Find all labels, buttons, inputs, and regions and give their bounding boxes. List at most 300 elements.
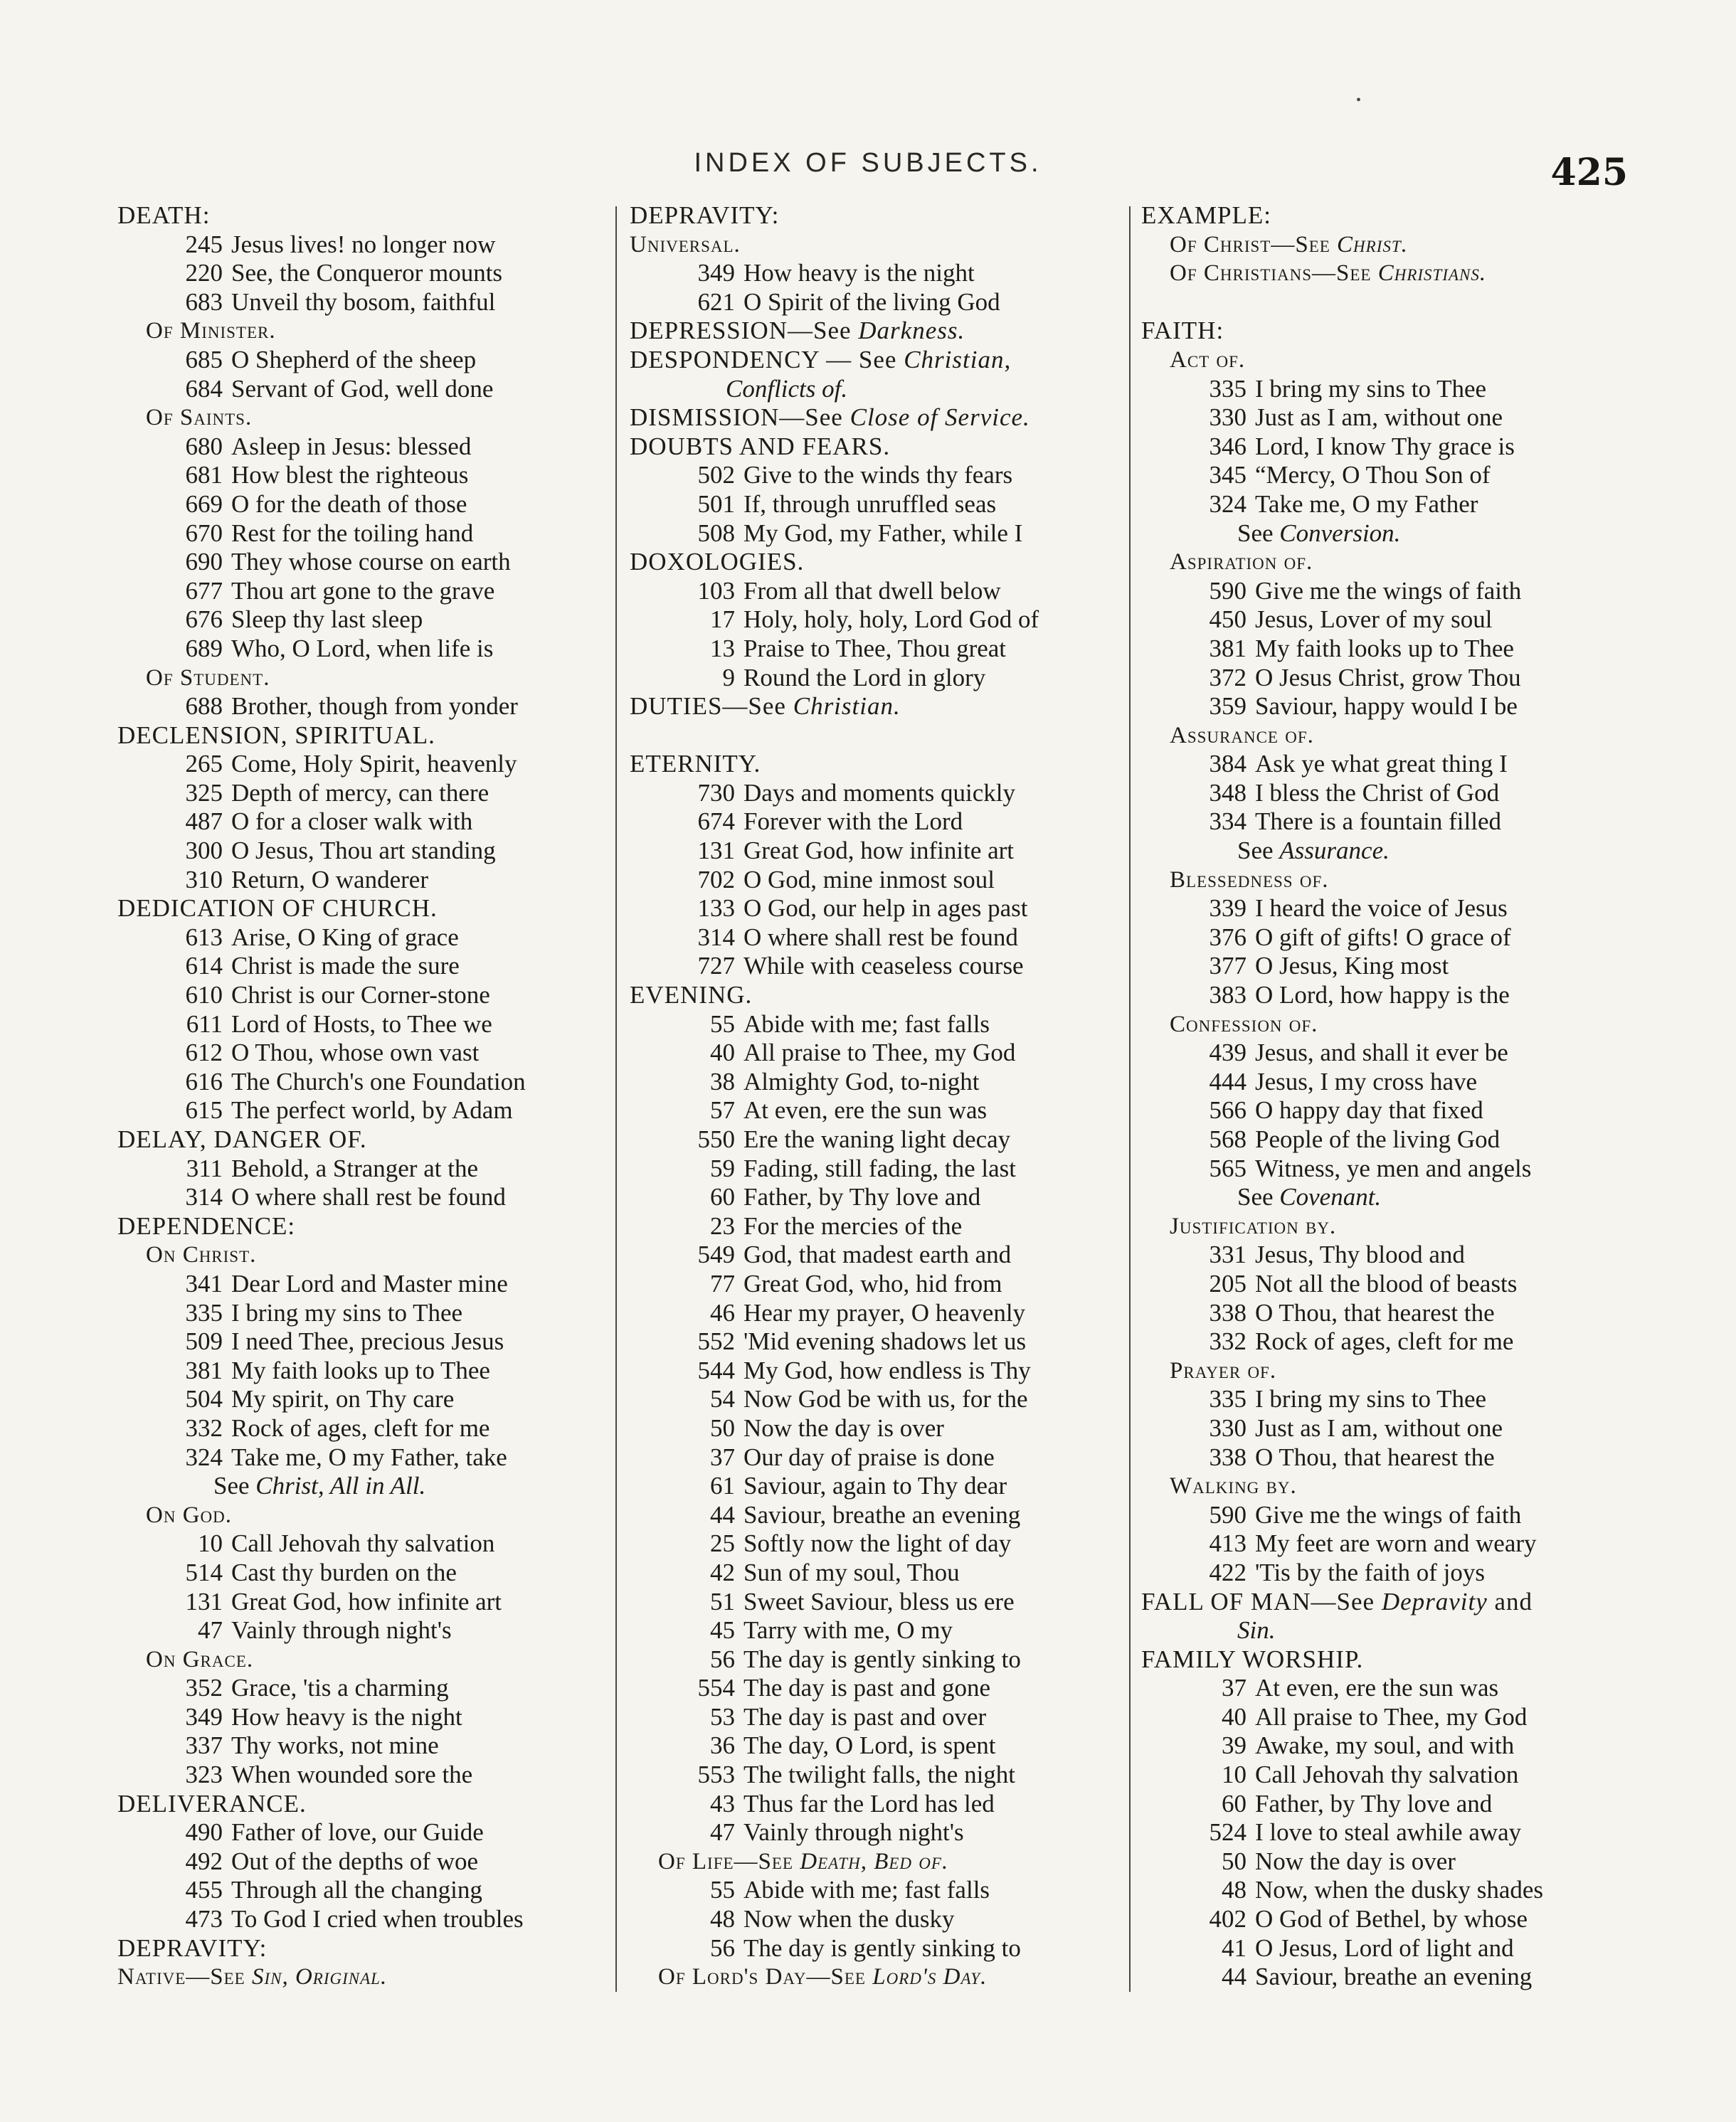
- subheading: [1141, 1212, 1639, 1241]
- hymn-first-line: Vainly through night's: [743, 1818, 964, 1847]
- hymn-entry: [630, 1876, 1121, 1905]
- hymn-entry: [1141, 1299, 1639, 1328]
- hymn-first-line: From all that dwell below: [743, 576, 1001, 605]
- hymn-number: 47: [198, 1616, 223, 1645]
- subject-heading: [1141, 1645, 1639, 1675]
- subheading: [630, 1963, 1121, 1992]
- hymn-number: 681: [185, 461, 223, 489]
- hymn-entry: [1141, 1818, 1639, 1847]
- hymn-first-line: Great God, how infinite art: [743, 837, 1015, 865]
- hymn-entry: [117, 923, 608, 953]
- hymn-first-line: Just as I am, without one: [1255, 1413, 1503, 1442]
- entry-text: and: [1487, 1587, 1533, 1616]
- running-head: INDEX OF SUBJECTS.: [694, 148, 1042, 178]
- hymn-entry: [117, 259, 608, 288]
- hymn-entry: [630, 1529, 1121, 1559]
- hymn-entry: [1141, 403, 1639, 433]
- hymn-first-line: My faith looks up to Thee: [1255, 634, 1514, 662]
- hymn-first-line: Come, Holy Spirit, heavenly: [231, 750, 517, 778]
- subheading: [1141, 1472, 1639, 1501]
- subject-heading: [117, 1790, 608, 1819]
- hymn-entry: [630, 1270, 1121, 1299]
- hymn-first-line: O happy day that fixed: [1255, 1096, 1483, 1125]
- hymn-first-line: I need Thee, precious Jesus: [231, 1327, 504, 1356]
- hymn-number: 439: [1209, 1039, 1247, 1067]
- hymn-number: 335: [1209, 374, 1247, 403]
- subject-heading: [1141, 317, 1639, 346]
- hymn-entry: [117, 1761, 608, 1790]
- hymn-number: 13: [710, 634, 735, 662]
- hymn-first-line: I bless the Christ of God: [1255, 778, 1500, 807]
- hymn-entry: [630, 519, 1121, 548]
- hymn-entry: [630, 807, 1121, 837]
- subject-heading: [630, 692, 1121, 721]
- hymn-number: 265: [185, 750, 223, 778]
- hymn-number: 670: [185, 519, 223, 547]
- hymn-first-line: Days and moments quickly: [743, 778, 1016, 807]
- hymn-first-line: Give me the wings of faith: [1255, 1500, 1522, 1529]
- see-reference: Covenant.: [1279, 1183, 1382, 1211]
- hymn-entry: [1141, 1934, 1639, 1963]
- hymn-entry: [1141, 605, 1639, 635]
- subheading: [630, 1847, 1121, 1877]
- hymn-number: 402: [1209, 1905, 1247, 1933]
- hymn-first-line: Jesus, Thy blood and: [1255, 1241, 1465, 1269]
- spacer: [1141, 288, 1639, 317]
- hymn-entry: [630, 1934, 1121, 1963]
- entry-text: Prayer of.: [1170, 1357, 1277, 1384]
- hymn-number: 59: [710, 1154, 735, 1182]
- hymn-entry: [1141, 894, 1639, 923]
- hymn-entry: [117, 1443, 608, 1473]
- hymn-first-line: Grace, 'tis a charming: [231, 1674, 449, 1702]
- entry-text: DEPRESSION—See: [630, 317, 859, 345]
- hymn-first-line: I bring my sins to Thee: [231, 1298, 463, 1327]
- hymn-number: 56: [710, 1645, 735, 1673]
- hymn-first-line: Christ is made the sure: [231, 952, 460, 980]
- entry-text: DECLENSION, SPIRITUAL.: [117, 721, 435, 749]
- hymn-entry: [630, 1674, 1121, 1703]
- subject-heading: [117, 1934, 608, 1963]
- hymn-number: 37: [710, 1443, 735, 1471]
- entry-text: See: [1237, 519, 1280, 547]
- hymn-number: 54: [710, 1385, 735, 1413]
- hymn-entry: [1141, 461, 1639, 490]
- subheading: [630, 230, 1121, 260]
- hymn-first-line: O God, our help in ages past: [743, 894, 1028, 923]
- hymn-number: 566: [1209, 1096, 1247, 1125]
- hymn-first-line: Praise to Thee, Thou great: [743, 634, 1007, 662]
- hymn-number: 46: [710, 1298, 735, 1327]
- hymn-number: 334: [1209, 807, 1247, 836]
- subject-heading: [630, 433, 1121, 462]
- hymn-first-line: Lord, I know Thy grace is: [1255, 432, 1515, 460]
- hymn-entry: [630, 1443, 1121, 1473]
- hymn-first-line: Dear Lord and Master mine: [231, 1269, 508, 1298]
- hymn-entry: [1141, 1414, 1639, 1443]
- hymn-number: 553: [697, 1761, 735, 1789]
- hymn-first-line: Not all the blood of beasts: [1255, 1269, 1518, 1298]
- hymn-first-line: Ask ye what great thing I: [1255, 750, 1508, 778]
- hymn-entry: [117, 433, 608, 462]
- hymn-first-line: Tarry with me, O my: [743, 1616, 953, 1645]
- entry-text: DEATH:: [117, 201, 211, 229]
- subheading: [1141, 346, 1639, 375]
- hymn-entry: [117, 230, 608, 260]
- hymn-entry: [117, 548, 608, 577]
- hymn-entry: [630, 1125, 1121, 1155]
- entry-text: DEPENDENCE:: [117, 1211, 296, 1240]
- hymn-number: 613: [185, 923, 223, 951]
- subheading: [1141, 230, 1639, 260]
- subheading: [117, 1241, 608, 1270]
- hymn-first-line: Take me, O my Father, take: [231, 1443, 507, 1471]
- hymn-first-line: Sweet Saviour, bless us ere: [743, 1587, 1015, 1616]
- hymn-entry: [1141, 952, 1639, 981]
- hymn-number: 77: [710, 1269, 735, 1298]
- hymn-number: 684: [185, 374, 223, 403]
- entry-text: Of Saints.: [146, 405, 253, 431]
- hymn-number: 422: [1209, 1558, 1247, 1586]
- hymn-first-line: How heavy is the night: [743, 259, 975, 287]
- hymn-number: 38: [710, 1067, 735, 1096]
- hymn-entry: [630, 1385, 1121, 1414]
- hymn-entry: [1141, 1847, 1639, 1877]
- hymn-number: 372: [1209, 663, 1247, 691]
- hymn-entry: [630, 1790, 1121, 1819]
- hymn-first-line: O Jesus, Lord of light and: [1255, 1933, 1514, 1962]
- hymn-first-line: Now God be with us, for the: [743, 1385, 1028, 1413]
- entry-text: Blessedness of.: [1170, 866, 1329, 893]
- subheading: [1141, 548, 1639, 577]
- hymn-number: 550: [697, 1125, 735, 1153]
- hymn-first-line: My God, my Father, while I: [743, 519, 1023, 547]
- hymn-first-line: Abide with me; fast falls: [743, 1009, 990, 1038]
- hymn-entry: [117, 288, 608, 317]
- hymn-entry: [630, 837, 1121, 866]
- hymn-first-line: Saviour, happy would I be: [1255, 692, 1518, 721]
- hymn-number: 338: [1209, 1298, 1247, 1327]
- print-mark: •: [1356, 92, 1362, 108]
- hymn-first-line: Take me, O my Father: [1255, 489, 1478, 518]
- hymn-number: 384: [1209, 750, 1247, 778]
- hymn-first-line: O for a closer walk with: [231, 807, 473, 836]
- hymn-entry: [630, 1212, 1121, 1241]
- hymn-entry: [1141, 1125, 1639, 1155]
- hymn-first-line: Sun of my soul, Thou: [743, 1558, 960, 1586]
- entry-text: On Christ.: [146, 1242, 257, 1268]
- entry-text: Of Student.: [146, 664, 270, 691]
- hymn-number: 616: [185, 1067, 223, 1096]
- hymn-number: 683: [185, 287, 223, 316]
- hymn-number: 36: [710, 1731, 735, 1760]
- hymn-entry: [1141, 1068, 1639, 1097]
- hymn-first-line: Now the day is over: [1255, 1847, 1456, 1875]
- entry-text: Justification by.: [1170, 1213, 1337, 1239]
- hymn-number: 314: [185, 1183, 223, 1211]
- hymn-first-line: Saviour, breathe an evening: [743, 1500, 1021, 1529]
- subheading: [1141, 1357, 1639, 1386]
- hymn-number: 51: [710, 1587, 735, 1616]
- entry-text: Of Christ—See: [1170, 231, 1338, 258]
- subject-heading: [630, 317, 1121, 346]
- hymn-number: 323: [185, 1761, 223, 1789]
- hymn-entry: [117, 1039, 608, 1068]
- see-reference: Darkness.: [858, 317, 965, 345]
- hymn-number: 220: [185, 259, 223, 287]
- hymn-entry: [630, 1905, 1121, 1934]
- hymn-first-line: There is a fountain filled: [1255, 807, 1501, 836]
- hymn-first-line: Saviour, breathe an evening: [1255, 1963, 1533, 1991]
- hymn-number: 39: [1222, 1731, 1247, 1760]
- hymn-number: 611: [186, 1009, 223, 1038]
- hymn-number: 524: [1209, 1818, 1247, 1847]
- hymn-number: 324: [185, 1443, 223, 1471]
- hymn-entry: [1141, 1761, 1639, 1790]
- hymn-first-line: Jesus, I my cross have: [1255, 1067, 1478, 1096]
- hymn-first-line: Saviour, again to Thy dear: [743, 1472, 1007, 1500]
- hymn-entry: [630, 1818, 1121, 1847]
- subheading: [117, 1963, 608, 1992]
- entry-text: DUTIES—See: [630, 692, 793, 721]
- hymn-number: 349: [697, 259, 735, 287]
- hymn-number: 689: [185, 634, 223, 662]
- hymn-number: 330: [1209, 1413, 1247, 1442]
- hymn-number: 332: [185, 1413, 223, 1442]
- hymn-first-line: Now when the dusky: [743, 1905, 955, 1933]
- hymn-first-line: Depth of mercy, can there: [231, 778, 489, 807]
- hymn-entry: [117, 1559, 608, 1588]
- hymn-first-line: How heavy is the night: [231, 1702, 462, 1731]
- hymn-number: 727: [697, 952, 735, 980]
- hymn-first-line: My God, how endless is Thy: [743, 1356, 1031, 1384]
- hymn-number: 60: [1222, 1789, 1247, 1818]
- hymn-first-line: Rock of ages, cleft for me: [1255, 1327, 1514, 1356]
- hymn-entry: [117, 1270, 608, 1299]
- hymn-number: 685: [185, 345, 223, 373]
- see-reference: Close of Service.: [850, 403, 1030, 432]
- hymn-entry: [630, 1010, 1121, 1039]
- hymn-entry: [1141, 1270, 1639, 1299]
- hymn-first-line: Give me the wings of faith: [1255, 576, 1522, 605]
- hymn-entry: [117, 1703, 608, 1732]
- hymn-entry: [630, 1039, 1121, 1068]
- hymn-number: 131: [185, 1587, 223, 1616]
- hymn-number: 300: [185, 837, 223, 865]
- hymn-entry: [1141, 1501, 1639, 1530]
- hymn-first-line: Out of the depths of woe: [231, 1847, 479, 1875]
- entry-text: DOUBTS AND FEARS.: [630, 432, 891, 460]
- hymn-number: 612: [185, 1039, 223, 1067]
- hymn-first-line: Awake, my soul, and with: [1255, 1731, 1515, 1760]
- hymn-number: 331: [1209, 1241, 1247, 1269]
- hymn-first-line: Father, by Thy love and: [743, 1183, 981, 1211]
- hymn-entry: [630, 1299, 1121, 1328]
- hymn-first-line: Great God, how infinite art: [231, 1587, 502, 1616]
- hymn-entry: [630, 1096, 1121, 1125]
- hymn-number: 677: [185, 576, 223, 605]
- hymn-entry: [117, 1096, 608, 1125]
- hymn-number: 339: [1209, 894, 1247, 923]
- see-reference: Sin.: [1237, 1616, 1276, 1645]
- hymn-entry: [1141, 1674, 1639, 1703]
- hymn-first-line: Cast thy burden on the: [231, 1558, 457, 1586]
- hymn-first-line: “Mercy, O Thou Son of: [1255, 461, 1491, 489]
- entry-text: DEDICATION OF CHURCH.: [117, 894, 438, 923]
- hymn-number: 50: [1222, 1847, 1247, 1875]
- hymn-first-line: O God of Bethel, by whose: [1255, 1905, 1528, 1933]
- hymn-number: 47: [710, 1818, 735, 1847]
- hymn-number: 450: [1209, 605, 1247, 634]
- hymn-first-line: The day is gently sinking to: [743, 1933, 1021, 1962]
- hymn-first-line: O Thou, that hearest the: [1255, 1298, 1495, 1327]
- cross-reference: [1141, 837, 1639, 866]
- hymn-number: 205: [1209, 1269, 1247, 1298]
- hymn-first-line: Round the Lord in glory: [743, 663, 986, 691]
- hymn-entry: [1141, 1039, 1639, 1068]
- subheading: [117, 403, 608, 433]
- hymn-entry: [117, 866, 608, 895]
- hymn-number: 359: [1209, 692, 1247, 721]
- hymn-first-line: All praise to Thee, my God: [743, 1039, 1016, 1067]
- hymn-entry: [630, 1357, 1121, 1386]
- hymn-number: 690: [185, 548, 223, 576]
- hymn-first-line: I love to steal awhile away: [1255, 1818, 1522, 1847]
- hymn-number: 314: [697, 923, 735, 951]
- hymn-number: 335: [185, 1298, 223, 1327]
- see-reference: Christians.: [1377, 260, 1487, 287]
- entry-text: Universal.: [630, 231, 741, 258]
- hymn-entry: [117, 1327, 608, 1357]
- hymn-first-line: They whose course on earth: [231, 548, 511, 576]
- hymn-entry: [117, 1155, 608, 1184]
- see-reference: Conversion.: [1279, 519, 1401, 547]
- hymn-number: 381: [185, 1356, 223, 1384]
- hymn-number: 346: [1209, 432, 1247, 460]
- hymn-entry: [117, 981, 608, 1010]
- hymn-first-line: 'Tis by the faith of joys: [1255, 1558, 1485, 1586]
- hymn-first-line: O Jesus Christ, grow Thou: [1255, 663, 1521, 691]
- cross-reference: [1141, 519, 1639, 548]
- subject-heading: [117, 1125, 608, 1155]
- hymn-number: 615: [185, 1096, 223, 1125]
- cross-reference: [630, 375, 1121, 404]
- hymn-first-line: For the mercies of the: [743, 1211, 963, 1240]
- subject-heading: [117, 894, 608, 923]
- hymn-first-line: Thy works, not mine: [231, 1731, 439, 1760]
- hymn-number: 514: [185, 1558, 223, 1586]
- hymn-entry: [117, 1674, 608, 1703]
- entry-text: See: [1237, 1183, 1280, 1211]
- hymn-entry: [630, 1645, 1121, 1675]
- hymn-entry: [117, 750, 608, 779]
- hymn-number: 688: [185, 692, 223, 721]
- hymn-entry: [630, 1501, 1121, 1530]
- hymn-entry: [117, 1010, 608, 1039]
- hymn-number: 610: [185, 981, 223, 1009]
- hymn-entry: [630, 1155, 1121, 1184]
- hymn-entry: [117, 461, 608, 490]
- entry-text: EXAMPLE:: [1141, 201, 1271, 229]
- hymn-number: 549: [697, 1241, 735, 1269]
- hymn-first-line: Give to the winds thy fears: [743, 461, 1013, 489]
- hymn-first-line: Unveil thy bosom, faithful: [231, 287, 496, 316]
- hymn-first-line: Fading, still fading, the last: [743, 1154, 1017, 1182]
- hymn-number: 492: [185, 1847, 223, 1875]
- hymn-number: 669: [185, 489, 223, 518]
- hymn-number: 56: [710, 1933, 735, 1962]
- hymn-entry: [1141, 923, 1639, 953]
- hymn-entry: [1141, 1385, 1639, 1414]
- hymn-entry: [1141, 1096, 1639, 1125]
- entry-text: Of Life—See: [658, 1848, 800, 1874]
- hymn-first-line: Who, O Lord, when life is: [231, 634, 494, 662]
- hymn-number: 330: [1209, 403, 1247, 432]
- hymn-number: 41: [1222, 1933, 1247, 1962]
- hymn-number: 674: [697, 807, 735, 836]
- hymn-first-line: While with ceaseless course: [743, 952, 1024, 980]
- entry-text: See: [213, 1472, 256, 1500]
- hymn-number: 53: [710, 1702, 735, 1731]
- entry-text: On Grace.: [146, 1646, 254, 1672]
- hymn-number: 50: [710, 1413, 735, 1442]
- hymn-number: 345: [1209, 461, 1247, 489]
- hymn-entry: [630, 1414, 1121, 1443]
- hymn-entry: [117, 807, 608, 837]
- hymn-number: 383: [1209, 981, 1247, 1009]
- hymn-number: 133: [697, 894, 735, 923]
- hymn-first-line: To God I cried when troubles: [231, 1905, 524, 1933]
- hymn-first-line: Our day of praise is done: [743, 1443, 995, 1471]
- hymn-first-line: Softly now the light of day: [743, 1529, 1012, 1558]
- hymn-entry: [630, 490, 1121, 519]
- subject-heading: [630, 346, 1121, 375]
- subject-heading: [117, 721, 608, 750]
- entry-text: FAITH:: [1141, 317, 1224, 345]
- hymn-first-line: I heard the voice of Jesus: [1255, 894, 1508, 923]
- hymn-entry: [117, 490, 608, 519]
- hymn-first-line: Vainly through night's: [231, 1616, 452, 1645]
- hymn-first-line: O gift of gifts! O grace of: [1255, 923, 1511, 951]
- entry-text: ETERNITY.: [630, 750, 761, 778]
- subheading: [117, 1645, 608, 1675]
- hymn-first-line: Christ is our Corner-stone: [231, 981, 490, 1009]
- hymn-first-line: Just as I am, without one: [1255, 403, 1503, 432]
- hymn-entry: [1141, 1443, 1639, 1473]
- hymn-first-line: At even, ere the sun was: [1255, 1674, 1499, 1702]
- entry-text: DEPRAVITY:: [117, 1933, 268, 1962]
- hymn-number: 680: [185, 432, 223, 460]
- subject-heading: [630, 750, 1121, 779]
- hymn-first-line: Call Jehovah thy salvation: [1255, 1761, 1519, 1789]
- hymn-entry: [630, 1559, 1121, 1588]
- hymn-number: 509: [185, 1327, 223, 1356]
- hymn-number: 42: [710, 1558, 735, 1586]
- entry-text: DISMISSION—See: [630, 403, 850, 432]
- hymn-number: 377: [1209, 952, 1247, 980]
- see-reference: Depravity: [1381, 1587, 1488, 1616]
- hymn-first-line: Arise, O King of grace: [231, 923, 459, 951]
- hymn-number: 44: [710, 1500, 735, 1529]
- hymn-first-line: Now the day is over: [743, 1413, 944, 1442]
- hymn-first-line: People of the living God: [1255, 1125, 1501, 1153]
- hymn-first-line: Great God, who, hid from: [743, 1269, 1002, 1298]
- hymn-entry: [117, 1299, 608, 1328]
- hymn-first-line: Father of love, our Guide: [231, 1818, 484, 1847]
- hymn-first-line: O Shepherd of the sheep: [231, 345, 477, 373]
- hymn-entry: [630, 1616, 1121, 1645]
- subject-heading: [630, 548, 1121, 577]
